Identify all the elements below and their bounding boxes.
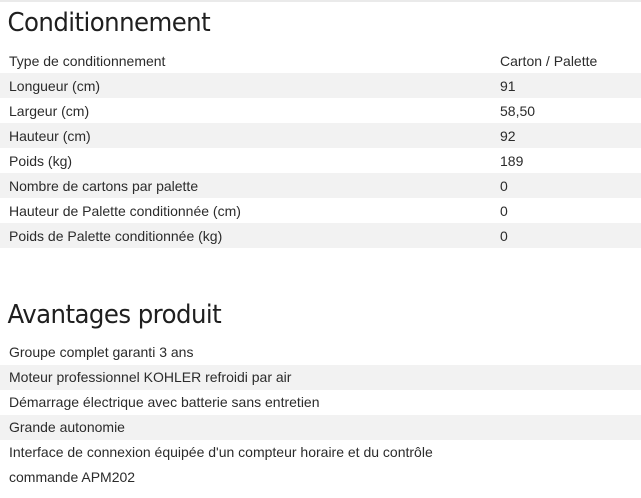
spec-label: Hauteur de Palette conditionnée (cm) xyxy=(9,202,241,219)
spec-value: 0 xyxy=(500,177,508,194)
list-item: Démarrage électrique avec batterie sans entretien xyxy=(9,394,320,410)
spec-label: Type de conditionnement xyxy=(9,52,166,69)
section-title-avantages: Avantages produit xyxy=(7,300,222,330)
spec-table xyxy=(0,48,641,248)
table-row xyxy=(0,198,641,223)
list-item: Groupe complet garanti 3 ans xyxy=(9,344,194,360)
spec-label: Largeur (cm) xyxy=(9,102,90,119)
spec-label: Poids (kg) xyxy=(9,152,73,169)
table-row xyxy=(0,73,641,98)
spec-value: Carton / Palette xyxy=(500,52,598,69)
spec-label: Poids de Palette conditionnée (kg) xyxy=(9,227,223,244)
list-item: Grande autonomie xyxy=(0,415,641,440)
section-title-conditionnement: Conditionnement xyxy=(7,8,211,38)
spec-value: 92 xyxy=(500,127,516,144)
spec-value: 91 xyxy=(500,77,516,94)
spec-value: 0 xyxy=(500,202,508,219)
table-row xyxy=(0,223,641,248)
spec-label: Nombre de cartons par palette xyxy=(9,177,199,194)
benefits-list xyxy=(0,340,641,490)
table-row xyxy=(0,173,641,198)
table-row xyxy=(0,48,641,73)
list-item: Interface de connexion équipée d'un compteur horaire et du contrôle commande APM202 xyxy=(9,444,433,485)
table-row xyxy=(0,98,641,123)
list-item: Moteur professionnel KOHLER refroidi par air xyxy=(0,365,641,390)
table-row xyxy=(0,148,641,173)
table-row xyxy=(0,123,641,148)
top-divider xyxy=(0,0,641,2)
spec-value: 58,50 xyxy=(500,102,536,119)
spec-value: 189 xyxy=(500,152,524,169)
spec-label: Hauteur (cm) xyxy=(9,127,91,144)
spec-label: Longueur (cm) xyxy=(9,77,101,94)
spec-value: 0 xyxy=(500,227,508,244)
